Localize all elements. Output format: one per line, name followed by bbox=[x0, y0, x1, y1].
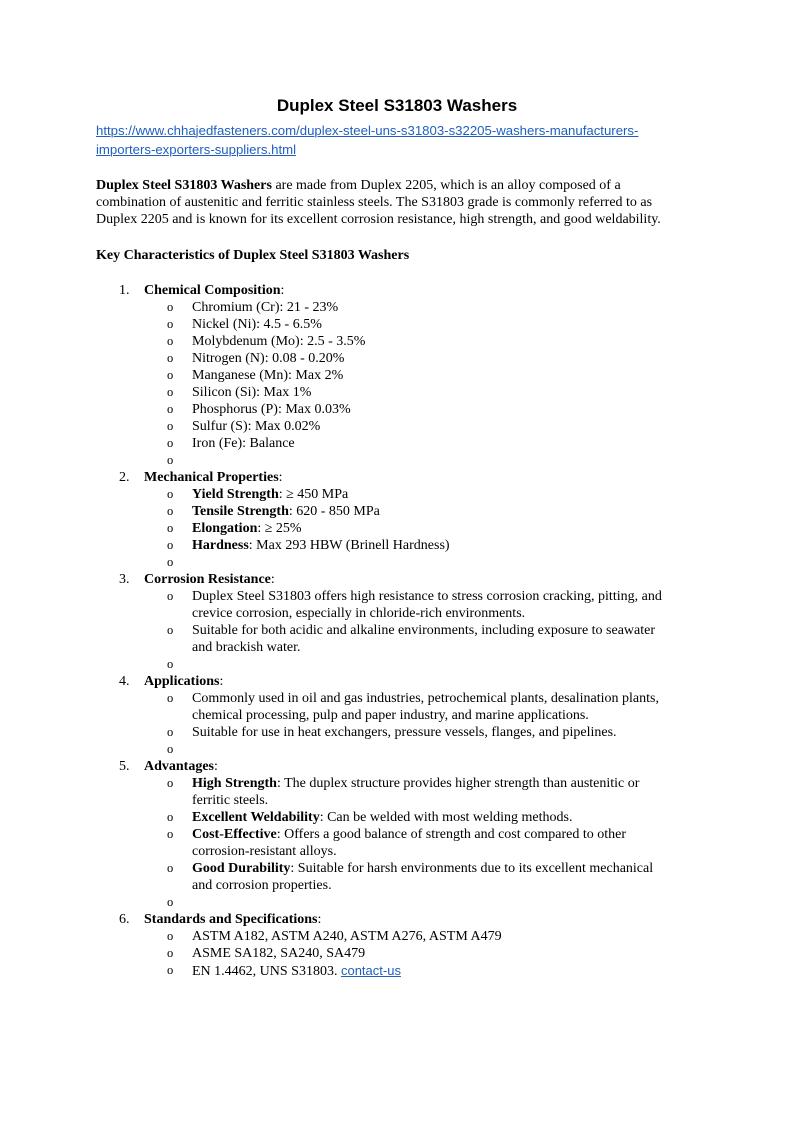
section-4 bbox=[0, 673, 794, 690]
list-item bbox=[0, 860, 794, 894]
bullet-icon: o bbox=[167, 691, 174, 705]
bullet-icon: o bbox=[167, 521, 174, 535]
url-line-2[interactable]: importers-exporters-suppliers.html bbox=[96, 142, 297, 157]
list-item bbox=[0, 724, 794, 741]
bullet-icon: o bbox=[167, 589, 174, 603]
bullet-icon: o bbox=[167, 623, 174, 637]
list-item bbox=[0, 588, 794, 622]
list-item bbox=[0, 503, 794, 520]
list-item-text: EN 1.4462, UNS S31803. contact-us bbox=[192, 963, 401, 979]
bullet-icon: o bbox=[167, 453, 174, 467]
bullet-icon: o bbox=[167, 368, 174, 382]
list-item bbox=[0, 690, 794, 724]
list-item-text: Good Durability: Suitable for harsh environments due to its excellent mechanical and corrosion properties. bbox=[192, 861, 654, 893]
section-title: Corrosion Resistance: bbox=[144, 572, 275, 587]
section-title: Advantages: bbox=[144, 759, 218, 774]
source-url-link[interactable] bbox=[96, 121, 696, 159]
section-2 bbox=[0, 469, 794, 486]
list-item bbox=[0, 418, 794, 435]
bullet-icon: o bbox=[167, 385, 174, 399]
bullet-icon: o bbox=[167, 351, 174, 365]
list-item-text: Silicon (Si): Max 1% bbox=[192, 385, 312, 400]
section-5 bbox=[0, 758, 794, 775]
bullet-icon: o bbox=[167, 487, 174, 501]
section-number: 4. bbox=[119, 674, 130, 689]
list-item-text: Duplex Steel S31803 offers high resistance to stress corrosion cracking, pitting, and crevice corrosion, especially in chloride-rich environments. bbox=[192, 589, 662, 621]
list-item bbox=[0, 350, 794, 367]
bullet-icon: o bbox=[167, 657, 174, 671]
intro-paragraph bbox=[96, 177, 701, 228]
empty-bullet-item bbox=[0, 656, 794, 673]
intro-line-3: Duplex 2205 and is known for its excellent corrosion resistance, high strength, and good weldability. bbox=[96, 212, 661, 227]
list-item-text: Yield Strength: ≥ 450 MPa bbox=[192, 487, 349, 502]
list-item bbox=[0, 962, 794, 980]
list-item-text: Nitrogen (N): 0.08 - 0.20% bbox=[192, 351, 345, 366]
list-item bbox=[0, 809, 794, 826]
empty-bullet-item bbox=[0, 741, 794, 758]
list-item-text: Cost-Effective: Offers a good balance of strength and cost compared to other corrosion-resistant alloys. bbox=[192, 827, 626, 859]
list-item bbox=[0, 520, 794, 537]
list-item-text: ASME SA182, SA240, SA479 bbox=[192, 946, 366, 961]
list-item bbox=[0, 775, 794, 809]
section-1 bbox=[0, 282, 794, 299]
bullet-icon: o bbox=[167, 436, 174, 450]
list-item-text: Excellent Weldability: Can be welded with most welding methods. bbox=[192, 810, 573, 825]
list-item-text: Suitable for both acidic and alkaline environments, including exposure to seawater and brackish water. bbox=[192, 623, 656, 655]
intro-line-1-rest: are made from Duplex 2205, which is an alloy composed of a bbox=[271, 178, 621, 193]
empty-bullet-item bbox=[0, 554, 794, 571]
list-item-text: Manganese (Mn): Max 2% bbox=[192, 368, 344, 383]
section-title: Applications: bbox=[144, 674, 224, 689]
section-number: 3. bbox=[119, 572, 130, 587]
list-item-text: Chromium (Cr): 21 - 23% bbox=[192, 300, 339, 315]
empty-bullet-item bbox=[0, 894, 794, 911]
list-item bbox=[0, 367, 794, 384]
section-number: 5. bbox=[119, 759, 130, 774]
bullet-icon: o bbox=[167, 402, 174, 416]
url-line-1[interactable]: https://www.chhajedfasteners.com/duplex-steel-uns-s31803-s32205-washers-manufacturers- bbox=[96, 123, 639, 138]
list-item-text: Tensile Strength: 620 - 850 MPa bbox=[192, 504, 380, 519]
section-6 bbox=[0, 911, 794, 928]
list-item bbox=[0, 622, 794, 656]
list-item bbox=[0, 928, 794, 945]
list-item-text: Iron (Fe): Balance bbox=[192, 436, 295, 451]
bullet-icon: o bbox=[167, 827, 174, 841]
bullet-icon: o bbox=[167, 861, 174, 875]
section-3 bbox=[0, 571, 794, 588]
bullet-icon: o bbox=[167, 895, 174, 909]
section-title: Chemical Composition: bbox=[144, 283, 285, 298]
list-item-text: High Strength: The duplex structure provides higher strength than austenitic or ferritic steels. bbox=[192, 776, 640, 808]
bullet-icon: o bbox=[167, 419, 174, 433]
intro-line-2: combination of austenitic and ferritic stainless steels. The S31803 grade is commonly referred to as bbox=[96, 195, 653, 210]
list-item bbox=[0, 299, 794, 316]
section-number: 1. bbox=[119, 283, 130, 298]
list-item bbox=[0, 537, 794, 554]
bullet-icon: o bbox=[167, 963, 174, 977]
bullet-icon: o bbox=[167, 317, 174, 331]
bullet-icon: o bbox=[167, 300, 174, 314]
intro-bold-product: Duplex Steel S31803 Washers bbox=[96, 178, 272, 193]
list-item-text: Molybdenum (Mo): 2.5 - 3.5% bbox=[192, 334, 366, 349]
section-title: Mechanical Properties: bbox=[144, 470, 283, 485]
bullet-icon: o bbox=[167, 929, 174, 943]
bullet-icon: o bbox=[167, 742, 174, 756]
key-characteristics-heading: Key Characteristics of Duplex Steel S31803 Washers bbox=[96, 248, 410, 263]
list-item bbox=[0, 316, 794, 333]
list-item bbox=[0, 384, 794, 401]
list-item bbox=[0, 486, 794, 503]
list-item bbox=[0, 826, 794, 860]
list-item-text: Hardness: Max 293 HBW (Brinell Hardness) bbox=[192, 538, 450, 553]
bullet-icon: o bbox=[167, 555, 174, 569]
section-number: 2. bbox=[119, 470, 130, 485]
list-item bbox=[0, 945, 794, 962]
bullet-icon: o bbox=[167, 810, 174, 824]
bullet-icon: o bbox=[167, 334, 174, 348]
bullet-icon: o bbox=[167, 776, 174, 790]
section-title: Standards and Specifications: bbox=[144, 912, 322, 927]
list-item-text: Nickel (Ni): 4.5 - 6.5% bbox=[192, 317, 322, 332]
list-item-text: Phosphorus (P): Max 0.03% bbox=[192, 402, 351, 417]
list-item-text: Suitable for use in heat exchangers, pressure vessels, flanges, and pipelines. bbox=[192, 725, 617, 740]
list-item-text: Sulfur (S): Max 0.02% bbox=[192, 419, 321, 434]
bullet-icon: o bbox=[167, 946, 174, 960]
empty-bullet-item bbox=[0, 452, 794, 469]
list-item bbox=[0, 401, 794, 418]
list-item bbox=[0, 333, 794, 350]
intro-line-1 bbox=[96, 177, 701, 194]
list-item-text: Commonly used in oil and gas industries, petrochemical plants, desalination plants, chemical processing, pulp and paper industry, and marine applications. bbox=[192, 691, 659, 723]
bullet-icon: o bbox=[167, 538, 174, 552]
list-item-text: Elongation: ≥ 25% bbox=[192, 521, 302, 536]
list-item bbox=[0, 435, 794, 452]
characteristics-list bbox=[0, 282, 794, 980]
document-title: Duplex Steel S31803 Washers bbox=[276, 96, 518, 115]
section-number: 6. bbox=[119, 912, 130, 927]
contact-us-link[interactable]: contact-us bbox=[340, 963, 401, 978]
bullet-icon: o bbox=[167, 504, 174, 518]
bullet-icon: o bbox=[167, 725, 174, 739]
list-item-text: ASTM A182, ASTM A240, ASTM A276, ASTM A479 bbox=[192, 929, 502, 944]
